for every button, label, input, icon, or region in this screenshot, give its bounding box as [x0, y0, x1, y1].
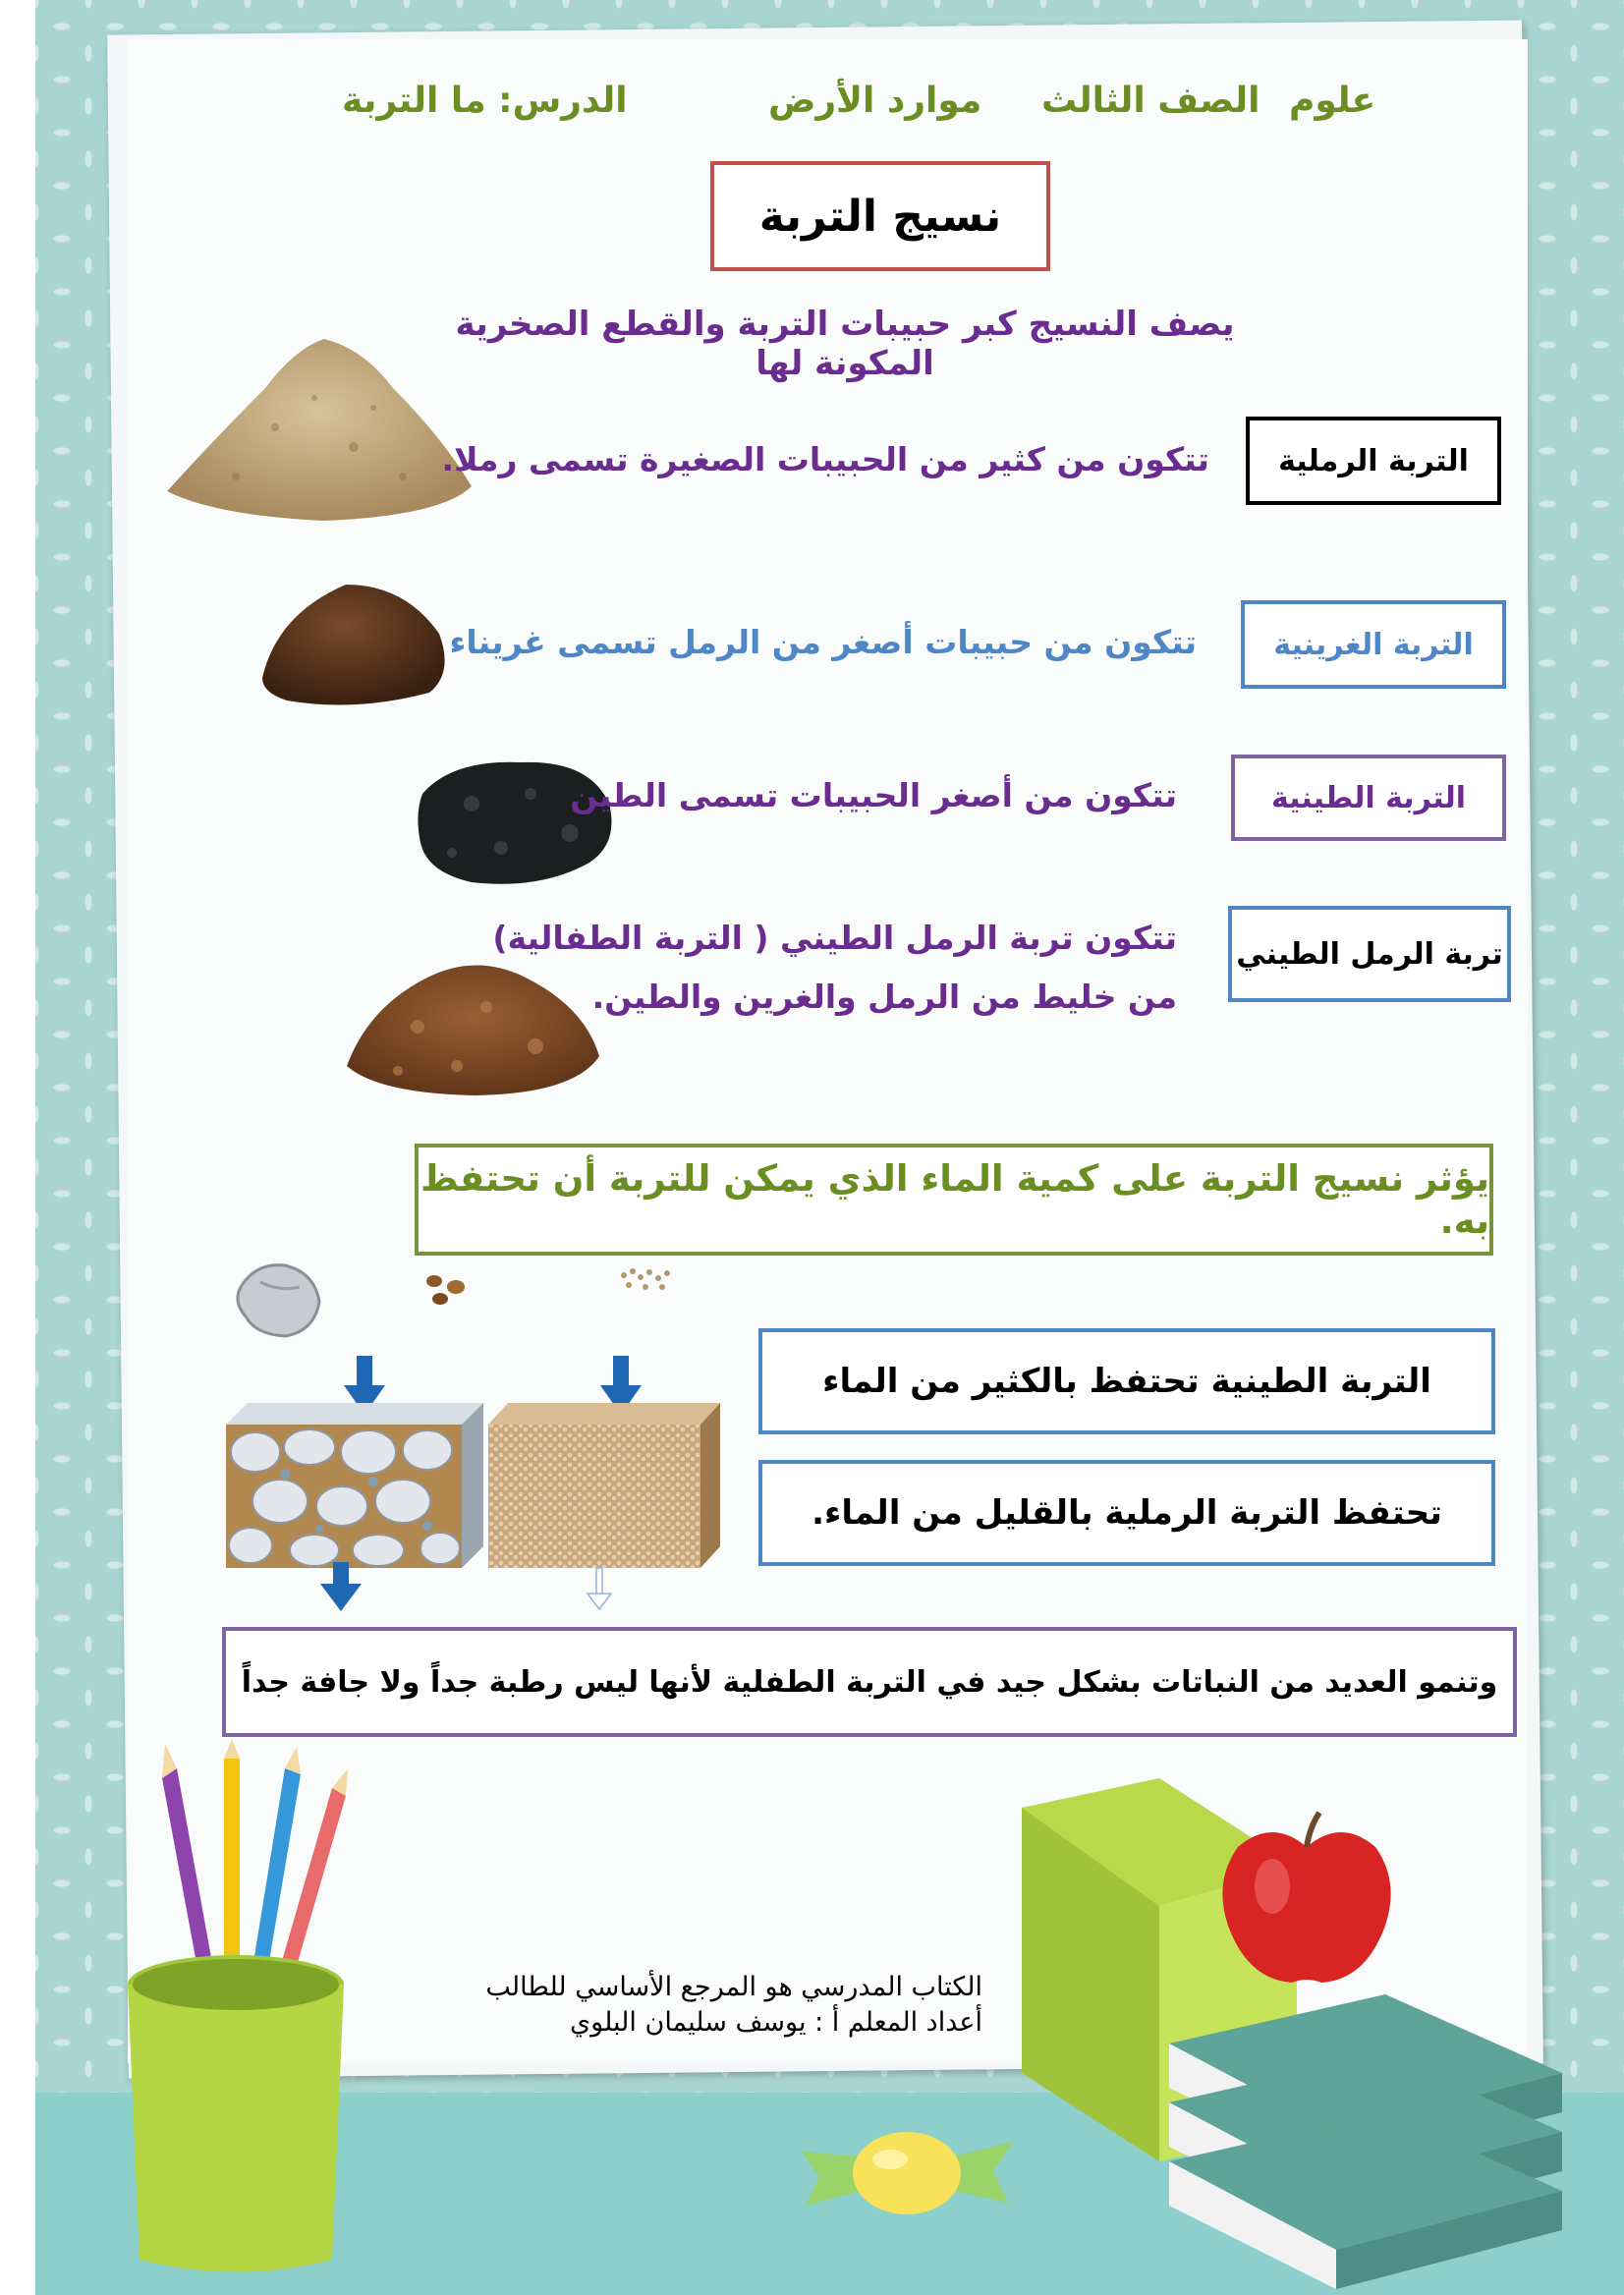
soil-block-fine-icon [488, 1403, 722, 1568]
plants-box [222, 1627, 1517, 1737]
soil-desc-loam-line2: من خليط من الرمل والغرين والطين. [591, 978, 1177, 1016]
apple-icon [1213, 1808, 1400, 1989]
effect-box [415, 1144, 1493, 1256]
page-title: نسيج التربة [710, 161, 1050, 271]
water-arrow-icon [586, 1568, 613, 1611]
grade-label: الصف الثالث [1041, 81, 1260, 121]
soil-desc-clay: تتكون من أصغر الحبيبات تسمى الطين [570, 776, 1177, 814]
soil-label-clay-text: التربة الطينية [1270, 780, 1467, 815]
rock-icon [231, 1258, 324, 1341]
pebbles-icon [422, 1269, 476, 1309]
sand-holds-box [758, 1460, 1495, 1566]
clay-holds-text: التربة الطينية تحتفظ بالكثير من الماء [822, 1362, 1431, 1401]
candy-icon [792, 2112, 1023, 2230]
soil-block-coarse-icon [226, 1403, 486, 1568]
water-arrow-icon [320, 1562, 362, 1613]
plants-text: وتنمو العديد من النباتات بشكل جيد في التربة الطفلية لأنها ليس رطبة جداً ولا جافة جداً [241, 1664, 1498, 1700]
effect-text: يؤثر نسيج التربة على كمية الماء الذي يمكن للتربة أن تحتفظ به. [420, 1157, 1489, 1242]
subject-label: علوم [1289, 81, 1376, 121]
soil-label-clay [1231, 755, 1506, 841]
sand-grains-icon [619, 1265, 678, 1295]
soil-desc-sandy: تتكون من كثير من الحبيبات الصغيرة تسمى رملا. [441, 440, 1209, 478]
sand-holds-text: تحتفظ التربة الرملية بالقليل من الماء. [812, 1493, 1442, 1533]
footer-author: أعداد المعلم أ : يوسف سليمان البلوي [570, 2007, 982, 2038]
sand-pile-icon [157, 319, 481, 526]
unit-label: موارد الأرض [768, 81, 982, 121]
pencil-cup-icon [108, 1739, 364, 2289]
clay-holds-box [758, 1328, 1495, 1434]
soil-label-loam [1228, 906, 1511, 1002]
silt-pile-icon [257, 575, 454, 712]
soil-label-silty [1241, 600, 1506, 689]
soil-label-silty-text: التربة الغرينية [1273, 627, 1474, 662]
clay-pile-icon [413, 755, 619, 892]
soil-label-sandy-text: التربة الرملية [1278, 443, 1469, 478]
soil-label-sandy [1246, 417, 1501, 505]
soil-label-loam-text: تربة الرمل الطيني [1236, 936, 1503, 972]
lesson-label: الدرس: ما التربة [342, 81, 628, 121]
soil-desc-silty: تتكون من حبيبات أصغر من الرمل تسمى غريناء [449, 623, 1197, 661]
soil-desc-loam-line1: تتكون تربة الرمل الطيني ( التربة الطفالية) [492, 919, 1177, 957]
footer-reference: الكتاب المدرسي هو المرجع الأساسي للطالب [485, 1972, 982, 2002]
loam-pile-icon [339, 948, 604, 1100]
intro-text: يصف النسيج كبر حبيبات التربة والقطع الصخرية المكونة لها [455, 305, 1235, 383]
